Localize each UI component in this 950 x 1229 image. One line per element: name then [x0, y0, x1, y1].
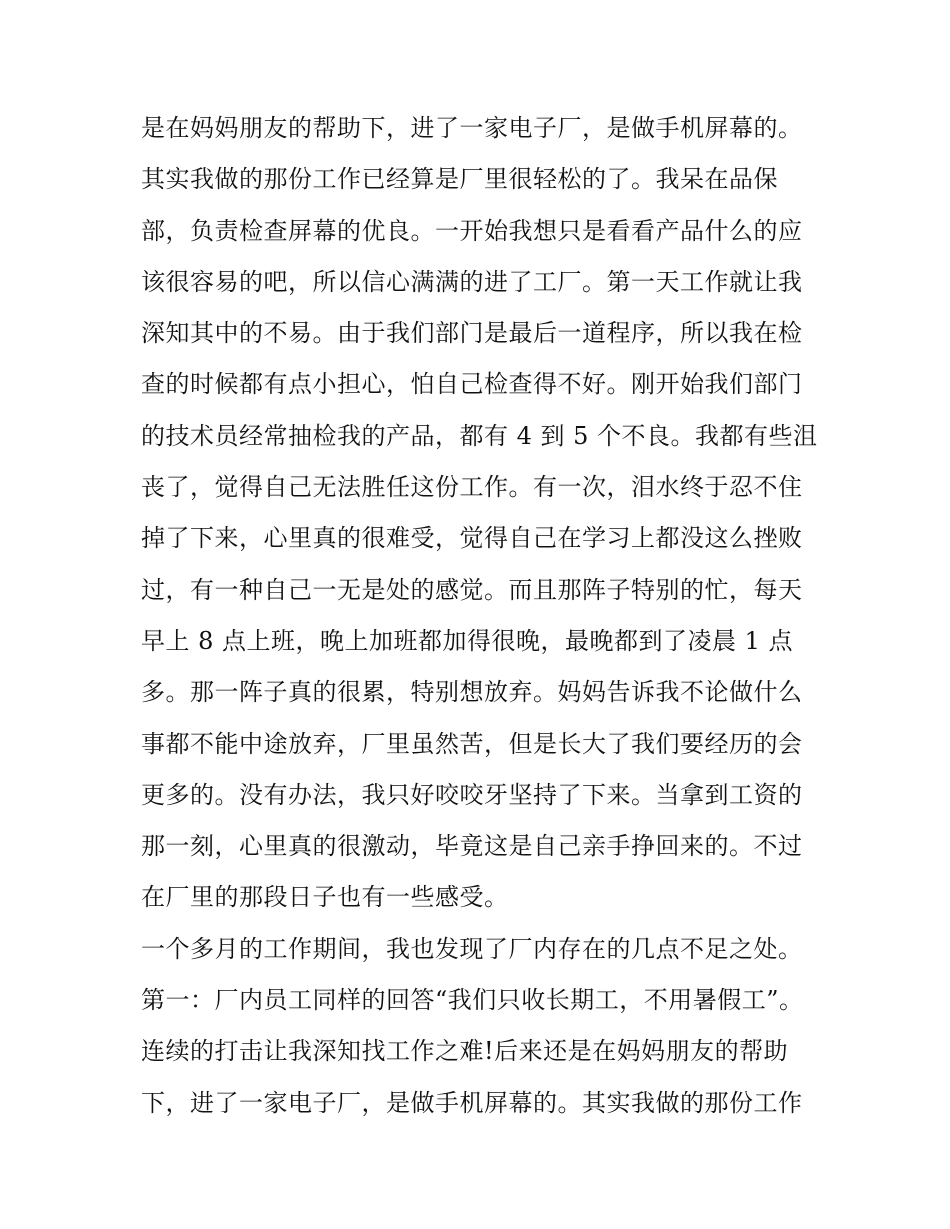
text-line-14: 更多的。没有办法，我只好咬咬牙坚持了下来。当拿到工资的 — [141, 780, 803, 809]
text-line-3: 部，负责检查屏幕的优良。一开始我想只是看看产品什么的应 — [141, 216, 803, 245]
text-line-18: 第一：厂内员工同样的回答“我们只收长期工，不用暑假工”。 — [141, 986, 804, 1015]
text-line-19: 连续的打击让我深知找工作之难!后来还是在妈妈朋友的帮助 — [141, 1037, 789, 1066]
text-line-13: 事都不能中途放弃，厂里虽然苦，但是长大了我们要经历的会 — [141, 729, 803, 758]
text-line-15: 那一刻，心里真的很激动，毕竟这是自己亲手挣回来的。不过 — [141, 832, 803, 861]
text-line-4: 该很容易的吧，所以信心满满的进了工厂。第一天工作就让我 — [141, 267, 803, 296]
body-text — [141, 103, 821, 1129]
text-line-8: 丧了，觉得自己无法胜任这份工作。有一次，泪水终于忍不住 — [141, 473, 803, 502]
text-line-9: 掉了下来，心里真的很难受，觉得自己在学习上都没这么挫败 — [141, 524, 803, 553]
text-line-2: 其实我做的那份工作已经算是厂里很轻松的了。我呆在品保 — [141, 165, 778, 194]
text-line-12: 多。那一阵子真的很累，特别想放弃。妈妈告诉我不论做什么 — [141, 678, 803, 707]
text-line-20: 下，进了一家电子厂，是做手机屏幕的。其实我做的那份工作 — [141, 1088, 803, 1117]
text-line-5: 深知其中的不易。由于我们部门是最后一道程序，所以我在检 — [141, 319, 803, 348]
text-line-1: 是在妈妈朋友的帮助下，进了一家电子厂，是做手机屏幕的。 — [141, 114, 803, 142]
text-line-11: 早上 8 点上班，晚上加班都加得很晚，最晚都到了凌晨 1 点 — [141, 626, 794, 655]
text-line-7: 的技术员经常抽检我的产品，都有 4 到 5 个不良。我都有些沮 — [141, 421, 818, 450]
text-line-16: 在厂里的那段日子也有一些感受。 — [141, 883, 509, 912]
text-line-6: 查的时候都有点小担心，怕自己检查得不好。刚开始我们部门 — [141, 370, 803, 399]
text-line-10: 过，有一种自己一无是处的感觉。而且那阵子特别的忙，每天 — [141, 575, 803, 604]
text-line-17: 一个多月的工作期间，我也发现了厂内存在的几点不足之处。 — [141, 934, 803, 963]
